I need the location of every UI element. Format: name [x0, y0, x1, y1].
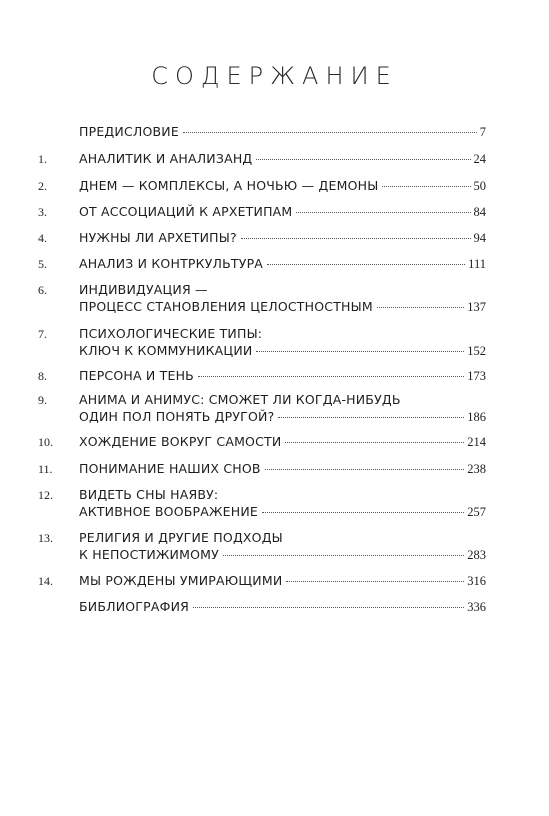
- dot-leader: [377, 307, 464, 308]
- page-number: 257: [467, 505, 486, 519]
- chapter-number: 7.: [38, 327, 47, 341]
- dot-leader: [278, 417, 464, 418]
- chapter-title: ПРЕДИСЛОВИЕ: [79, 124, 179, 139]
- chapter-number: 3.: [38, 205, 47, 219]
- chapter-number: 6.: [38, 283, 47, 297]
- page-number: 7: [479, 125, 486, 139]
- chapter-number: 10.: [38, 435, 53, 449]
- chapter-number: 13.: [38, 531, 53, 545]
- chapter-title: ОДИН ПОЛ ПОНЯТЬ ДРУГОЙ?: [79, 409, 275, 424]
- chapter-title: ВИДЕТЬ СНЫ НАЯВУ:: [79, 487, 219, 502]
- chapter-number: 14.: [38, 574, 53, 588]
- chapter-title: МЫ РОЖДЕНЫ УМИРАЮЩИМИ: [79, 573, 283, 588]
- dot-leader: [256, 159, 470, 160]
- chapter-title: АНАЛИТИК И АНАЛИЗАНД: [79, 151, 253, 166]
- page-number: 137: [467, 300, 486, 314]
- chapter-title: АНАЛИЗ И КОНТРКУЛЬТУРА: [79, 256, 264, 271]
- dot-leader: [193, 607, 464, 608]
- dot-leader: [265, 469, 465, 470]
- page-number: 214: [467, 435, 486, 449]
- dot-leader: [285, 442, 464, 443]
- page-number: 50: [473, 179, 486, 193]
- chapter-number: 11.: [38, 462, 53, 476]
- chapter-title: ПЕРСОНА И ТЕНЬ: [79, 368, 194, 383]
- chapter-title: ПОНИМАНИЕ НАШИХ СНОВ: [79, 461, 261, 476]
- chapter-number: 4.: [38, 231, 47, 245]
- page-number: 316: [467, 574, 486, 588]
- page-number: 24: [473, 152, 486, 166]
- chapter-number: 2.: [38, 179, 47, 193]
- chapter-title: ОТ АССОЦИАЦИЙ К АРХЕТИПАМ: [79, 204, 293, 219]
- page-number: 186: [467, 410, 486, 424]
- page-number: 152: [467, 344, 486, 358]
- chapter-title: ДНЕМ — КОМПЛЕКСЫ, А НОЧЬЮ — ДЕМОНЫ: [79, 178, 379, 193]
- chapter-number: 9.: [38, 393, 47, 407]
- dot-leader: [286, 581, 464, 582]
- chapter-title: БИБЛИОГРАФИЯ: [79, 599, 189, 614]
- dot-leader: [183, 132, 477, 133]
- chapter-number: 8.: [38, 369, 47, 383]
- chapter-title: ПСИХОЛОГИЧЕСКИЕ ТИПЫ:: [79, 326, 263, 341]
- dot-leader: [262, 512, 464, 513]
- chapter-title: ХОЖДЕНИЕ ВОКРУГ САМОСТИ: [79, 434, 282, 449]
- chapter-title: АНИМА И АНИМУС: СМОЖЕТ ЛИ КОГДА-НИБУДЬ: [79, 392, 401, 407]
- dot-leader: [198, 376, 464, 377]
- page-number: 173: [467, 369, 486, 383]
- chapter-title: ПРОЦЕСС СТАНОВЛЕНИЯ ЦЕЛОСТНОСТНЫМ: [79, 299, 373, 314]
- page-number: 283: [467, 548, 486, 562]
- dot-leader: [296, 212, 470, 213]
- dot-leader: [382, 186, 470, 187]
- dot-leader: [223, 555, 464, 556]
- chapter-title: АКТИВНОЕ ВООБРАЖЕНИЕ: [79, 504, 259, 519]
- page-number: 111: [468, 257, 486, 271]
- chapter-title: КЛЮЧ К КОММУНИКАЦИИ: [79, 343, 253, 358]
- dot-leader: [267, 264, 465, 265]
- chapter-title: К НЕПОСТИЖИМОМУ: [79, 547, 219, 562]
- chapter-number: 12.: [38, 488, 53, 502]
- chapter-number: 1.: [38, 152, 47, 166]
- page-title: СОДЕРЖАНИЕ: [151, 62, 398, 90]
- page-number: 336: [467, 600, 486, 614]
- page-number: 238: [467, 462, 486, 476]
- chapter-title: РЕЛИГИЯ И ДРУГИЕ ПОДХОДЫ: [79, 530, 283, 545]
- chapter-title: ИНДИВИДУАЦИЯ —: [79, 282, 208, 297]
- chapter-title: НУЖНЫ ЛИ АРХЕТИПЫ?: [79, 230, 237, 245]
- dot-leader: [256, 351, 464, 352]
- page-number: 94: [473, 231, 486, 245]
- page-number: 84: [473, 205, 486, 219]
- dot-leader: [241, 238, 471, 239]
- chapter-number: 5.: [38, 257, 47, 271]
